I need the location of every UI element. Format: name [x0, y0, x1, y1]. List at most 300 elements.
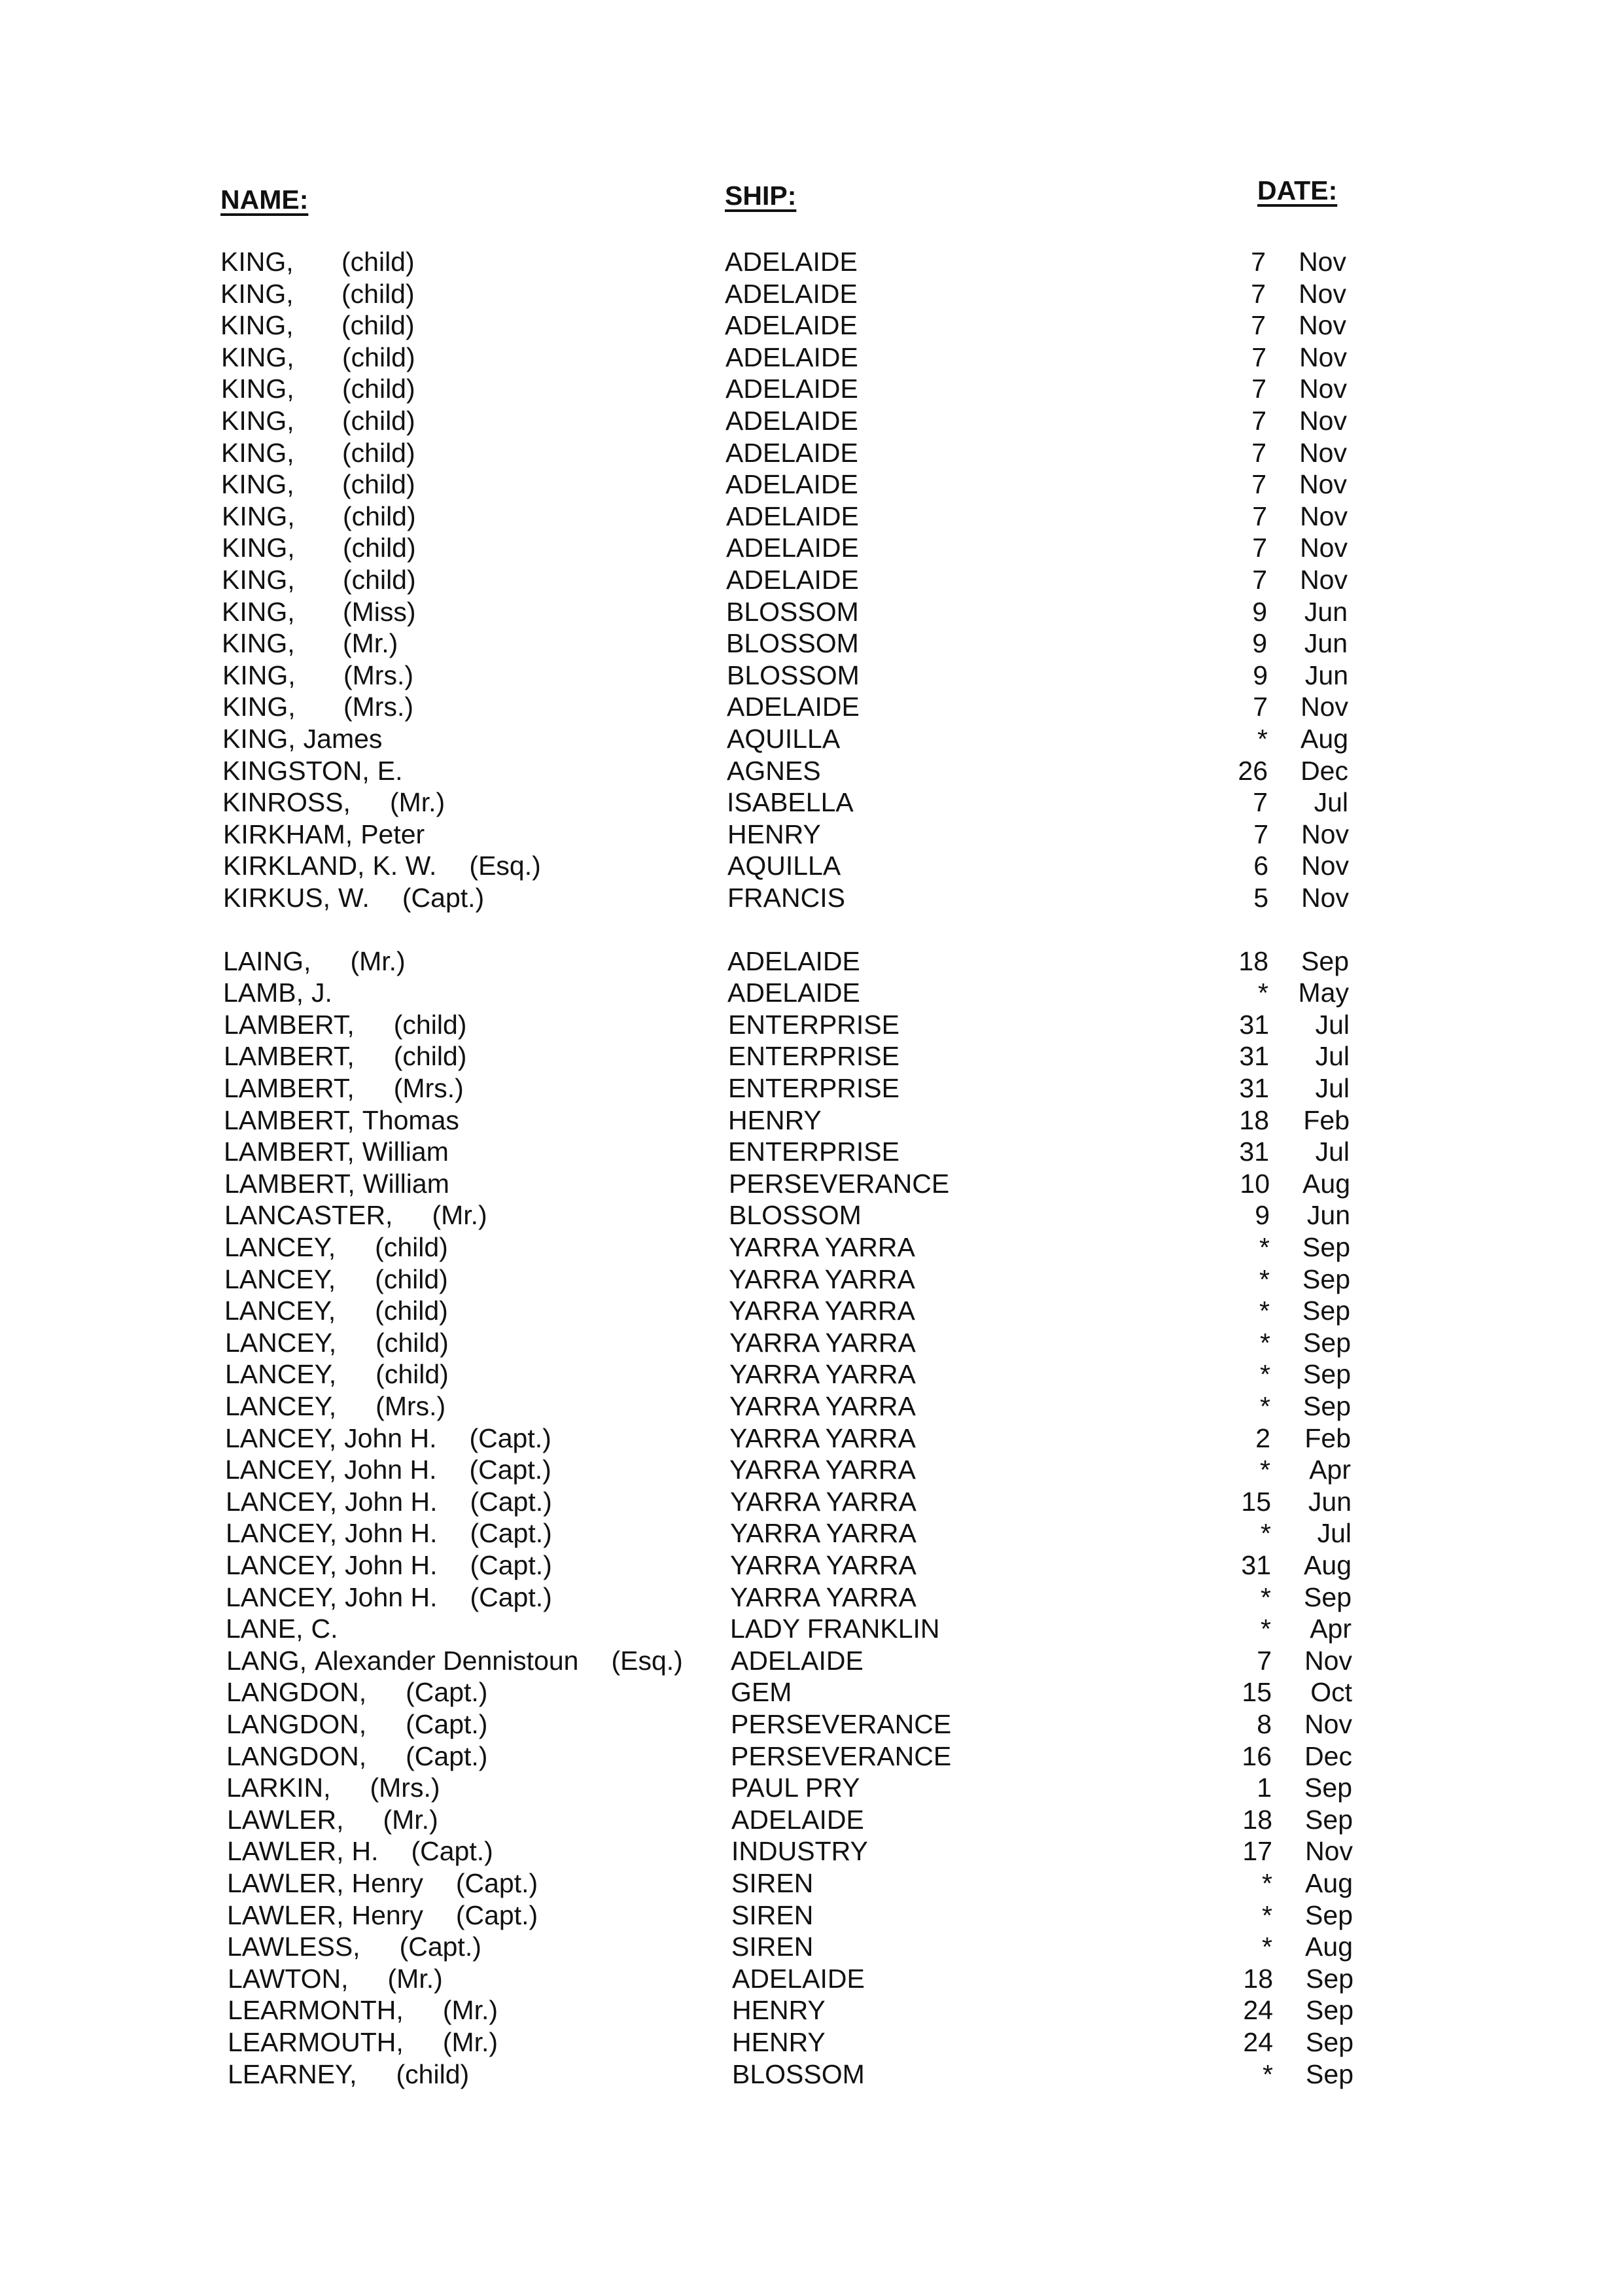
date-day: *: [1262, 1868, 1272, 1898]
passenger-given-name: John H.: [344, 1455, 437, 1485]
ship-name: ISABELLA: [727, 787, 854, 817]
date-day: *: [1261, 1518, 1271, 1548]
passenger-surname: LANCASTER,: [224, 1200, 393, 1230]
passenger-given-name: Thomas: [362, 1105, 459, 1135]
passenger-title: (child): [342, 469, 415, 499]
passenger-title: (Mr.): [387, 1964, 443, 1994]
date-day: 10: [1240, 1169, 1270, 1199]
date-day: *: [1262, 1900, 1272, 1930]
ship-name: YARRA YARRA: [729, 1296, 915, 1326]
date-day: 18: [1242, 1805, 1272, 1835]
date-day: 31: [1239, 1073, 1269, 1103]
passenger-title: (child): [393, 1010, 467, 1040]
date-day: 24: [1243, 1995, 1273, 2025]
date-month: Aug: [1304, 1550, 1352, 1580]
table-row: [0, 309, 1623, 341]
table-row: [0, 564, 1623, 595]
ship-name: ADELAIDE: [725, 342, 858, 372]
table-row: [0, 691, 1623, 722]
table-row: [0, 532, 1623, 563]
passenger-surname: LAWLER,: [227, 1868, 344, 1898]
ship-name: AGNES: [727, 756, 821, 786]
table-row: [0, 1104, 1623, 1136]
ship-name: ADELAIDE: [725, 374, 858, 404]
passenger-surname: LANCEY,: [225, 1391, 337, 1421]
date-day: 7: [1252, 501, 1267, 531]
passenger-title: (Capt.): [469, 1423, 551, 1453]
table-row: [0, 1994, 1623, 2026]
passenger-title: (Mr.): [343, 628, 398, 658]
ship-name: FRANCIS: [727, 883, 845, 913]
passenger-surname: LANCEY,: [224, 1264, 336, 1294]
passenger-given-name: C.: [311, 1614, 338, 1644]
ship-name: PERSEVERANCE: [731, 1741, 952, 1771]
table-row: [0, 342, 1623, 373]
date-day: 24: [1243, 2027, 1273, 2057]
date-day: 18: [1238, 946, 1268, 976]
passenger-surname: LARKIN,: [226, 1773, 331, 1803]
ship-name: BLOSSOM: [729, 1200, 862, 1230]
ship-name: SIREN: [731, 1932, 814, 1962]
date-month: Jun: [1306, 1200, 1350, 1230]
date-month: Sep: [1303, 1328, 1351, 1358]
date-day: 7: [1253, 819, 1268, 849]
ship-name: PERSEVERANCE: [729, 1169, 950, 1199]
passenger-given-name: K. W.: [372, 851, 437, 881]
passenger-surname: LEARMONTH,: [228, 1995, 404, 2025]
date-month: Dec: [1304, 1741, 1352, 1771]
passenger-surname: KING,: [222, 724, 296, 754]
passenger-surname: LANCEY,: [226, 1487, 338, 1517]
passenger-title: (child): [343, 565, 416, 595]
date-month: Nov: [1299, 438, 1347, 468]
passenger-title: (child): [343, 501, 416, 531]
passenger-surname: LANCEY,: [225, 1455, 337, 1485]
date-day: 2: [1255, 1423, 1270, 1453]
ship-name: ADELAIDE: [725, 438, 858, 468]
passenger-surname: KING,: [220, 279, 294, 309]
ship-name: YARRA YARRA: [729, 1391, 916, 1421]
passenger-surname: LANCEY,: [225, 1423, 337, 1453]
ship-name: ADELAIDE: [726, 533, 859, 563]
table-row: [0, 2058, 1623, 2090]
date-month: Jul: [1315, 1137, 1350, 1167]
ship-name: PAUL PRY: [731, 1773, 860, 1803]
ship-name: YARRA YARRA: [730, 1487, 916, 1517]
table-row: [0, 1708, 1623, 1740]
date-day: 15: [1241, 1487, 1271, 1517]
date-month: Feb: [1303, 1105, 1350, 1135]
passenger-given-name: John H.: [345, 1518, 438, 1548]
date-day: 7: [1251, 279, 1266, 309]
date-day: 31: [1239, 1041, 1269, 1071]
passenger-title: (child): [375, 1328, 449, 1358]
passenger-given-name: E.: [377, 756, 403, 786]
passenger-given-name: Alexander Dennistoun: [315, 1646, 579, 1676]
date-day: 8: [1257, 1709, 1272, 1739]
passenger-surname: KING,: [221, 342, 294, 372]
date-day: 5: [1253, 883, 1268, 913]
passenger-surname: LAMBERT,: [224, 1010, 355, 1040]
ship-name: ENTERPRISE: [728, 1010, 899, 1040]
passenger-title: (Mrs.): [393, 1073, 464, 1103]
date-month: Feb: [1304, 1423, 1351, 1453]
passenger-title: (Mrs.): [343, 660, 414, 690]
ship-name: YARRA YARRA: [729, 1455, 916, 1485]
passenger-title: (Capt.): [406, 1741, 488, 1771]
date-day: 1: [1257, 1773, 1272, 1803]
date-day: 9: [1252, 628, 1267, 658]
table-row: [0, 977, 1623, 1008]
date-day: 17: [1242, 1836, 1272, 1866]
passenger-surname: LAMBERT,: [224, 1073, 355, 1103]
passenger-surname: KING,: [222, 533, 295, 563]
date-month: Aug: [1305, 1932, 1353, 1962]
column-header-name: NAME:: [220, 185, 309, 215]
ship-name: BLOSSOM: [726, 628, 859, 658]
ship-name: INDUSTRY: [731, 1836, 868, 1866]
ship-name: ADELAIDE: [725, 406, 858, 436]
passenger-title: (child): [341, 247, 415, 277]
passenger-surname: LANGDON,: [226, 1741, 367, 1771]
table-row: [0, 1772, 1623, 1803]
passenger-given-name: John H.: [344, 1423, 437, 1453]
date-month: Oct: [1310, 1677, 1352, 1707]
passenger-surname: LANCEY,: [226, 1582, 338, 1612]
ship-name: BLOSSOM: [726, 597, 859, 627]
passenger-title: (child): [343, 533, 416, 563]
ship-name: ADELAIDE: [731, 1805, 864, 1835]
passenger-surname: LANCEY,: [226, 1550, 338, 1580]
passenger-surname: LANCEY,: [224, 1232, 336, 1262]
date-day: 7: [1253, 787, 1268, 817]
passenger-surname: LAWLER,: [227, 1900, 344, 1930]
column-header-ship: SHIP:: [725, 181, 797, 211]
passenger-surname: KING,: [221, 374, 294, 404]
passenger-title: (child): [375, 1359, 449, 1389]
table-row: [0, 1581, 1623, 1613]
table-row: [0, 246, 1623, 277]
ship-name: SIREN: [731, 1868, 814, 1898]
passenger-surname: LANG,: [226, 1646, 307, 1676]
passenger-title: (child): [341, 279, 415, 309]
passenger-given-name: James: [303, 724, 383, 754]
date-day: 15: [1242, 1677, 1272, 1707]
passenger-surname: LAING,: [223, 946, 311, 976]
ship-name: BLOSSOM: [727, 660, 860, 690]
passenger-surname: LANCEY,: [224, 1296, 336, 1326]
passenger-title: (child): [375, 1264, 448, 1294]
date-day: *: [1259, 1232, 1270, 1262]
passenger-title: (Mr.): [383, 1805, 438, 1835]
passenger-surname: KING,: [221, 406, 294, 436]
passenger-title: (Miss): [343, 597, 416, 627]
date-month: Aug: [1302, 1169, 1350, 1199]
passenger-given-name: Henry: [351, 1868, 423, 1898]
passenger-surname: LEARNEY,: [228, 2059, 357, 2089]
table-row: [0, 660, 1623, 691]
passenger-surname: LAWLER,: [227, 1805, 344, 1835]
ship-name: ADELAIDE: [725, 469, 858, 499]
passenger-title: (Mr.): [442, 1995, 498, 2025]
ship-name: HENRY: [727, 819, 821, 849]
passenger-surname: LAWLESS,: [227, 1932, 360, 1962]
date-day: *: [1263, 2059, 1273, 2089]
ship-name: HENRY: [732, 1995, 826, 2025]
date-month: Nov: [1299, 342, 1347, 372]
ship-name: ADELAIDE: [727, 946, 860, 976]
date-month: Nov: [1299, 374, 1347, 404]
date-month: Nov: [1301, 851, 1349, 881]
passenger-title: (Mrs.): [375, 1391, 446, 1421]
table-row: [0, 1454, 1623, 1485]
ship-name: PERSEVERANCE: [731, 1709, 952, 1739]
passenger-given-name: John H.: [345, 1550, 438, 1580]
passenger-title: (child): [342, 438, 415, 468]
table-row: [0, 373, 1623, 404]
table-row: [0, 1804, 1623, 1835]
passenger-given-name: W.: [338, 883, 370, 913]
date-day: 7: [1253, 692, 1268, 722]
date-day: 7: [1251, 310, 1266, 340]
table-row: [0, 1899, 1623, 1931]
passenger-title: (Capt.): [455, 1868, 538, 1898]
passenger-surname: KIRKUS,: [223, 883, 331, 913]
date-month: Sep: [1303, 1359, 1351, 1389]
date-month: May: [1298, 978, 1349, 1008]
table-row: [0, 1295, 1623, 1326]
date-day: 7: [1251, 438, 1266, 468]
date-day: 26: [1238, 756, 1268, 786]
ship-name: YARRA YARRA: [729, 1328, 916, 1358]
table-row: [0, 1835, 1623, 1867]
ship-name: YARRA YARRA: [729, 1232, 915, 1262]
date-month: Sep: [1306, 1964, 1353, 1994]
ship-name: ADELAIDE: [726, 565, 859, 595]
date-month: Jul: [1315, 1073, 1350, 1103]
table-row: [0, 627, 1623, 659]
passenger-title: (child): [393, 1041, 467, 1071]
date-month: Sep: [1304, 1773, 1352, 1803]
date-day: 7: [1251, 247, 1266, 277]
table-row: [0, 1231, 1623, 1263]
date-month: Sep: [1302, 1264, 1350, 1294]
table-row: [0, 1358, 1623, 1390]
date-day: *: [1257, 724, 1268, 754]
date-month: Sep: [1301, 946, 1349, 976]
ship-name: ADELAIDE: [726, 501, 859, 531]
date-month: Nov: [1300, 533, 1348, 563]
table-row: [0, 945, 1623, 977]
passenger-surname: LAWTON,: [228, 1964, 349, 1994]
table-row: [0, 1390, 1623, 1422]
date-month: Sep: [1302, 1232, 1350, 1262]
date-day: *: [1260, 1455, 1270, 1485]
table-row: [0, 1072, 1623, 1104]
passenger-surname: LANGDON,: [226, 1709, 367, 1739]
passenger-title: (child): [396, 2059, 470, 2089]
date-month: Nov: [1300, 501, 1348, 531]
passenger-surname: KING,: [222, 565, 295, 595]
table-row: [0, 1486, 1623, 1517]
passenger-title: (Capt.): [402, 883, 485, 913]
date-month: Nov: [1304, 1646, 1352, 1676]
date-month: Sep: [1306, 2027, 1353, 2057]
table-row: [0, 723, 1623, 754]
passenger-title: (Capt.): [455, 1900, 538, 1930]
date-month: Jul: [1317, 1518, 1352, 1548]
ship-name: ADELAIDE: [725, 279, 858, 309]
date-month: Sep: [1303, 1391, 1351, 1421]
date-month: Nov: [1301, 819, 1349, 849]
table-row: [0, 1009, 1623, 1040]
passenger-given-name: Henry: [351, 1900, 423, 1930]
table-row: [0, 1327, 1623, 1358]
table-row: [0, 278, 1623, 309]
date-day: 7: [1251, 406, 1266, 436]
ship-name: YARRA YARRA: [729, 1264, 915, 1294]
passenger-title: (Mr.): [389, 787, 445, 817]
passenger-surname: LAMBERT,: [224, 1169, 355, 1199]
date-month: Apr: [1309, 1455, 1351, 1485]
table-row: [0, 1517, 1623, 1549]
ship-name: LADY FRANKLIN: [730, 1614, 940, 1644]
date-day: 18: [1243, 1964, 1273, 1994]
ship-name: GEM: [731, 1677, 792, 1707]
ship-name: ADELAIDE: [732, 1964, 865, 1994]
passenger-surname: LANGDON,: [226, 1677, 367, 1707]
date-day: 9: [1255, 1200, 1270, 1230]
ship-name: ENTERPRISE: [728, 1041, 899, 1071]
ship-name: ADELAIDE: [731, 1646, 864, 1676]
date-month: Jul: [1315, 1041, 1350, 1071]
date-month: Nov: [1299, 469, 1347, 499]
passenger-surname: KING,: [220, 310, 294, 340]
table-row: [0, 437, 1623, 468]
passenger-surname: LANCEY,: [225, 1359, 337, 1389]
passenger-surname: KING,: [222, 501, 295, 531]
date-month: Jul: [1314, 787, 1348, 817]
date-day: *: [1260, 1328, 1270, 1358]
date-month: Nov: [1300, 565, 1348, 595]
table-row: [0, 1676, 1623, 1708]
date-month: Nov: [1305, 1836, 1353, 1866]
date-day: 31: [1241, 1550, 1271, 1580]
passenger-surname: KIRKLAND,: [223, 851, 365, 881]
table-row: [0, 1867, 1623, 1899]
date-day: *: [1262, 1932, 1272, 1962]
passenger-surname: KIRKHAM,: [223, 819, 353, 849]
date-day: *: [1261, 1582, 1271, 1612]
date-day: 7: [1257, 1646, 1272, 1676]
date-month: Nov: [1299, 406, 1347, 436]
date-day: 16: [1242, 1741, 1272, 1771]
passenger-title: (Mrs.): [343, 692, 414, 722]
passenger-title: (Capt.): [470, 1550, 552, 1580]
passenger-given-name: J.: [311, 978, 332, 1008]
date-month: Jun: [1304, 660, 1348, 690]
passenger-title: (Capt.): [469, 1455, 551, 1485]
passenger-given-name: William: [362, 1169, 449, 1199]
table-row: [0, 501, 1623, 532]
date-day: 31: [1239, 1010, 1269, 1040]
passenger-surname: LAMB,: [223, 978, 304, 1008]
table-row: [0, 1422, 1623, 1454]
date-month: Sep: [1306, 1995, 1353, 2025]
passenger-surname: LAWLER,: [227, 1836, 344, 1866]
date-month: Nov: [1299, 279, 1346, 309]
ship-name: AQUILLA: [727, 724, 841, 754]
table-row: [0, 882, 1623, 913]
passenger-title: (Mrs.): [370, 1773, 440, 1803]
passenger-title: (Capt.): [399, 1932, 481, 1962]
ship-name: YARRA YARRA: [729, 1359, 916, 1389]
passenger-surname: LEARMOUTH,: [228, 2027, 404, 2057]
ship-name: HENRY: [728, 1105, 822, 1135]
passenger-title: (Mr.): [442, 2027, 498, 2057]
ship-name: YARRA YARRA: [730, 1550, 916, 1580]
passenger-title: (child): [375, 1232, 448, 1262]
passenger-surname: KING,: [222, 628, 295, 658]
date-day: *: [1260, 1391, 1270, 1421]
date-day: 7: [1251, 342, 1266, 372]
passenger-surname: KINGSTON,: [222, 756, 370, 786]
passenger-title: (Capt.): [406, 1709, 488, 1739]
date-day: 9: [1252, 597, 1267, 627]
passenger-surname: KING,: [220, 247, 294, 277]
table-row: [0, 1931, 1623, 1962]
date-month: Sep: [1302, 1296, 1350, 1326]
passenger-title: (Esq.): [611, 1646, 683, 1676]
column-header-date: DATE:: [1257, 175, 1338, 205]
ship-name: ADELAIDE: [727, 692, 860, 722]
date-month: Nov: [1300, 692, 1348, 722]
passenger-surname: LANE,: [226, 1614, 304, 1644]
ship-name: ADELAIDE: [727, 978, 860, 1008]
ship-name: HENRY: [732, 2027, 826, 2057]
passenger-surname: LAMBERT,: [224, 1105, 355, 1135]
date-month: Sep: [1305, 1805, 1353, 1835]
date-month: Nov: [1299, 310, 1346, 340]
table-row: [0, 1963, 1623, 1994]
passenger-title: (Esq.): [469, 851, 541, 881]
date-month: Apr: [1310, 1614, 1352, 1644]
passenger-given-name: John H.: [345, 1487, 438, 1517]
passenger-title: (Capt.): [470, 1582, 552, 1612]
passenger-title: (child): [342, 374, 415, 404]
table-row: [0, 819, 1623, 850]
date-day: 7: [1252, 565, 1267, 595]
passenger-title: (child): [342, 406, 415, 436]
date-day: 9: [1253, 660, 1268, 690]
date-day: 6: [1253, 851, 1268, 881]
date-month: Sep: [1304, 1582, 1352, 1612]
date-month: Nov: [1299, 247, 1346, 277]
date-month: Nov: [1301, 883, 1349, 913]
passenger-surname: LANCEY,: [226, 1518, 338, 1548]
date-month: Sep: [1305, 1900, 1353, 1930]
date-day: *: [1259, 1264, 1270, 1294]
passenger-title: (Mr.): [350, 946, 406, 976]
passenger-title: (child): [341, 310, 415, 340]
passenger-given-name: H.: [351, 1836, 379, 1866]
passenger-given-name: John H.: [345, 1582, 438, 1612]
ship-name: YARRA YARRA: [730, 1518, 916, 1548]
date-day: *: [1261, 1614, 1271, 1644]
date-month: Nov: [1304, 1709, 1352, 1739]
date-day: 7: [1252, 533, 1267, 563]
date-month: Jun: [1304, 628, 1348, 658]
